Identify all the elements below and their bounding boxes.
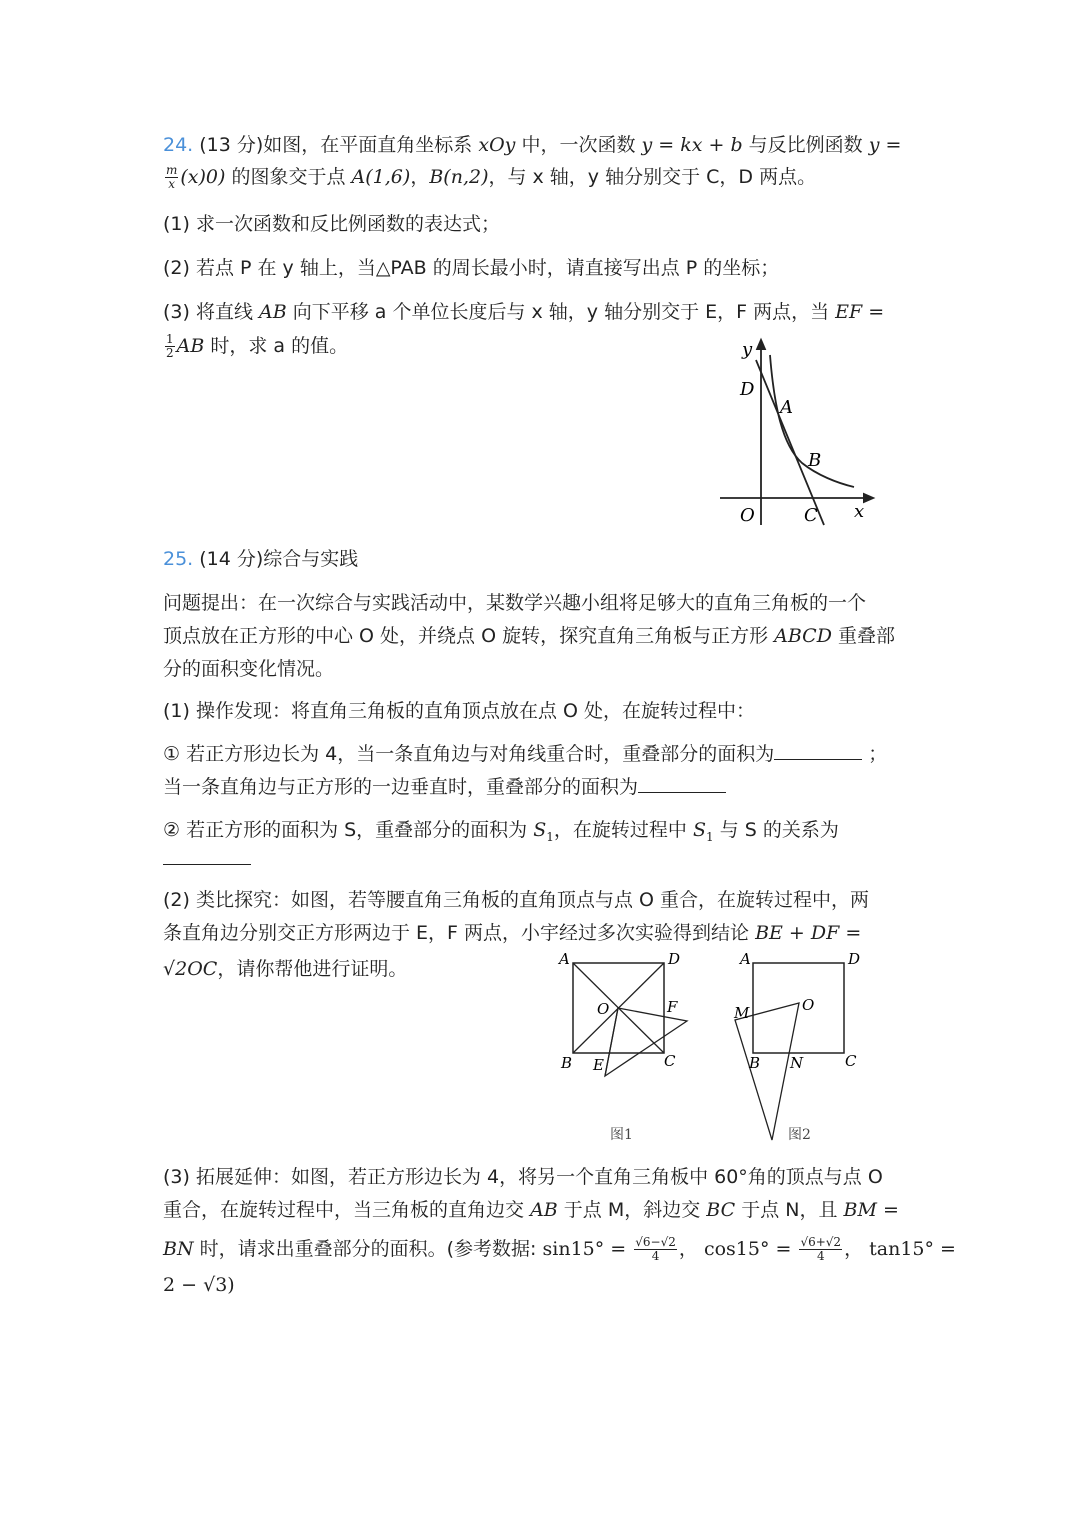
- q25-intro-2: [163, 623, 895, 649]
- leg-oe: [605, 1008, 618, 1076]
- math: BE + DF =: [755, 922, 862, 944]
- q25-part-3-cont2: BN 时，请求出重叠部分的面积。(参考数据: sin15° = $\frac{√6-√2}{4}$ ， cos15° = $\frac{√6+√2}{4}$ ， tan15° =: [163, 1235, 956, 1263]
- math: cos15° =: [703, 1238, 792, 1260]
- question-number: 25.: [163, 548, 194, 570]
- math: √2OC: [163, 958, 218, 980]
- text: 条直角边分别交正方形两边于 E，F 两点，小宇经过多次实验得到结论: [163, 922, 750, 944]
- text: 重合，在旋转过程中，当三角板的直角边交: [163, 1199, 525, 1221]
- text: 于点 M，斜边交: [563, 1199, 701, 1221]
- q25-part-1-ii: [163, 817, 839, 850]
- fraction-half: [165, 333, 175, 360]
- math: sin15° =: [542, 1238, 627, 1260]
- math: S: [533, 819, 547, 841]
- q25-part-1: (1) 操作发现：将直角三角板的直角顶点放在点 O 处，在旋转过程中：: [163, 700, 755, 722]
- q25-part-1-i-cont: [163, 774, 726, 800]
- fraction-sin: [634, 1236, 677, 1263]
- label-B: B: [749, 1054, 761, 1072]
- text: ，与 x 轴，y 轴分别交于 C，D 两点。: [488, 166, 817, 188]
- label-C: C: [845, 1052, 857, 1070]
- denominator: 2: [166, 346, 174, 360]
- numerator: 1: [166, 332, 174, 346]
- math: BN: [163, 1238, 194, 1260]
- q25-line-1: [163, 546, 358, 572]
- q24-part-3-cont: [163, 333, 348, 360]
- answer-blank[interactable]: [163, 846, 251, 865]
- line-ab: [756, 360, 824, 525]
- numerator: √6−√2: [635, 1235, 676, 1249]
- math: S: [692, 819, 706, 841]
- text: 与反比例函数: [748, 134, 863, 156]
- text: 重叠部: [837, 625, 895, 647]
- subscript: 1: [546, 829, 554, 844]
- math: 2 − √3): [163, 1274, 235, 1296]
- q25-part-1-i: [163, 741, 887, 767]
- math: AB: [259, 301, 287, 323]
- fraction-cos: [799, 1236, 842, 1263]
- figure-caption: 图2: [788, 1127, 811, 1143]
- q24-part-2: (2) 若点 P 在 y 轴上，当△PAB 的周长最小时，请直接写出点 P 的坐标；: [163, 257, 780, 279]
- text: (14 分)综合与实践: [199, 548, 359, 570]
- label-B: B: [561, 1054, 573, 1072]
- q25-part-3: (3) 拓展延伸：如图，若正方形边长为 4，将另一个直角三角板中 60°角的顶点与点 O: [163, 1166, 883, 1188]
- label-E: E: [593, 1056, 604, 1074]
- label-O: O: [802, 996, 815, 1014]
- math: y = kx + b: [641, 134, 743, 156]
- text: ，在旋转过程中: [553, 819, 687, 841]
- label-A: A: [740, 950, 751, 968]
- math: (x)0): [180, 166, 226, 188]
- math: EF =: [835, 301, 885, 323]
- answer-blank[interactable]: [638, 774, 726, 793]
- q24-part-1: (1) 求一次函数和反比例函数的表达式；: [163, 213, 500, 235]
- label-D: D: [740, 379, 755, 400]
- text: ② 若正方形的面积为 S，重叠部分的面积为: [163, 819, 528, 841]
- question-number: 24.: [163, 134, 194, 156]
- label-O: O: [740, 505, 755, 526]
- label-A: A: [780, 397, 793, 418]
- text: 时，请求出重叠部分的面积。(参考数据:: [199, 1238, 537, 1260]
- label-y: y: [742, 339, 753, 360]
- math: xOy: [478, 134, 516, 156]
- label-B: B: [808, 450, 822, 471]
- label-C: C: [664, 1052, 676, 1070]
- q25-figure-2: [728, 948, 868, 1148]
- text: ① 若正方形边长为 4，当一条直角边与对角线重合时，重叠部分的面积为: [163, 743, 775, 765]
- q25-part-3-cont3: [163, 1272, 235, 1298]
- q24-part-3: [163, 299, 884, 325]
- q24-line-1: [163, 132, 901, 158]
- q25-intro-3: 分的面积变化情况。: [163, 658, 335, 680]
- text: 时，求 a 的值。: [210, 335, 349, 357]
- label-F: F: [667, 998, 678, 1016]
- text: 于点 N，且: [741, 1199, 838, 1221]
- text: (3) 将直线: [163, 301, 253, 323]
- q25-intro-1: 问题提出：在一次综合与实践活动中，某数学兴趣小组将足够大的直角三角板的一个: [163, 592, 867, 614]
- text: ，请你帮他进行证明。: [217, 958, 408, 980]
- fraction: [165, 164, 178, 191]
- text: 顶点放在正方形的中心 O 处，并绕点 O 旋转，探究直角三角板与正方形: [163, 625, 769, 647]
- figure-caption: 图1: [610, 1127, 633, 1143]
- text: 向下平移 a 个单位长度后与 x 轴，y 轴分别交于 E，F 两点，当: [292, 301, 830, 323]
- text: 与 S 的关系为: [719, 819, 839, 841]
- q24-line-2: $\frac{m}{x}$ (x)0) 的图象交于点 A(1,6)，B(n,2)，与 x 轴，y 轴分别交于 C，D 两点。: [166, 163, 817, 191]
- math: AB: [176, 335, 205, 357]
- math: BM =: [843, 1199, 899, 1221]
- math: B(n,2): [429, 166, 489, 188]
- label-A: A: [559, 950, 570, 968]
- text: 的图象交于点: [231, 166, 346, 188]
- label-D: D: [848, 950, 861, 968]
- q25-part-1-ii-blank: [163, 846, 251, 872]
- q25-part-2-cont2: [163, 956, 407, 982]
- math: AB: [530, 1199, 558, 1221]
- math: ABCD: [774, 625, 832, 647]
- q25-part-2-cont: [163, 920, 861, 946]
- label-x: x: [854, 501, 865, 522]
- text: ；: [868, 743, 888, 765]
- numerator: √6+√2: [800, 1235, 842, 1249]
- text: 中，一次函数: [521, 134, 636, 156]
- label-O: O: [597, 1000, 610, 1018]
- label-M: M: [734, 1004, 750, 1022]
- math: y =: [868, 134, 902, 156]
- q24-coordinate-figure: [712, 335, 892, 535]
- numerator: m: [166, 163, 178, 177]
- math: tan15° =: [869, 1238, 956, 1260]
- answer-blank[interactable]: [774, 741, 862, 760]
- label-D: D: [668, 950, 681, 968]
- math: A(1,6): [351, 166, 411, 188]
- denominator: x: [168, 177, 176, 191]
- label-C: C: [804, 505, 818, 526]
- q25-part-2: (2) 类比探究：如图，若等腰直角三角板的直角顶点与点 O 重合，在旋转过程中，两: [163, 889, 869, 911]
- label-N: N: [790, 1054, 804, 1072]
- q25-figure-1: [555, 948, 705, 1148]
- math: BC: [706, 1199, 736, 1221]
- subscript: 1: [706, 829, 714, 844]
- q25-part-3-cont: [163, 1197, 899, 1223]
- denominator: 4: [816, 1249, 825, 1263]
- text: (13 分)如图，在平面直角坐标系: [199, 134, 473, 156]
- denominator: 4: [651, 1249, 660, 1263]
- text: 当一条直角边与正方形的一边垂直时，重叠部分的面积为: [163, 776, 639, 798]
